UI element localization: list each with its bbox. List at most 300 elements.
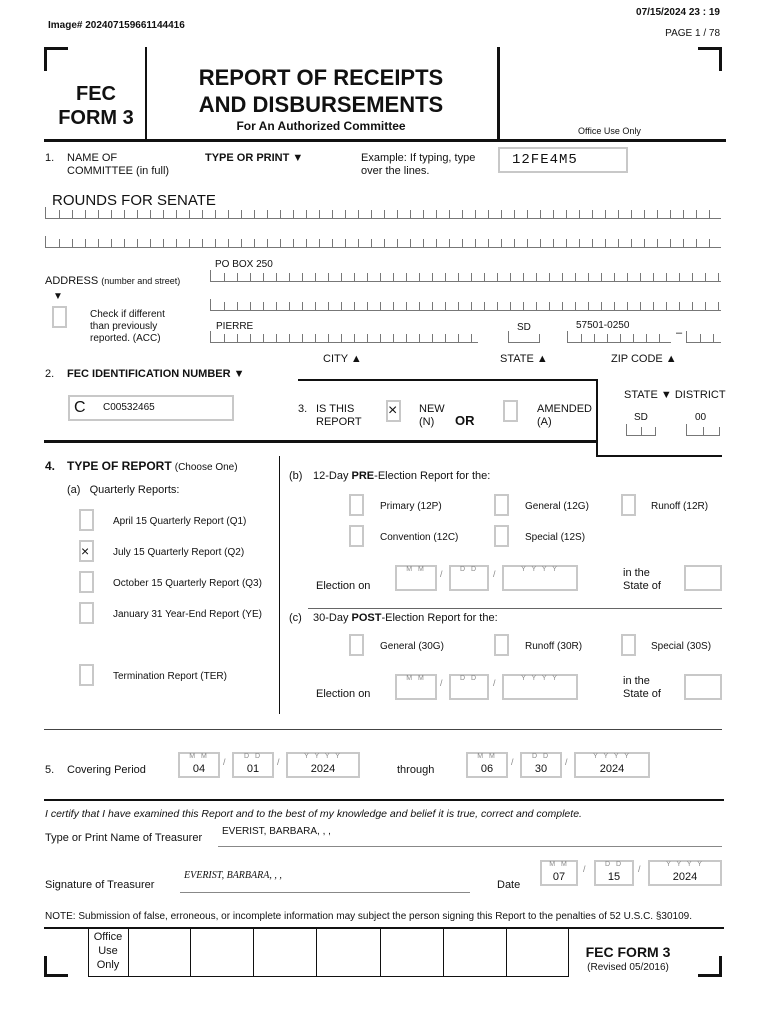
page-number: PAGE 1 / 78	[665, 28, 720, 39]
city-value: PIERRE	[216, 321, 254, 332]
fec-line1: FEC	[76, 83, 116, 105]
district-field[interactable]	[686, 424, 720, 436]
comb-tick	[627, 302, 628, 310]
comb-tick	[436, 210, 437, 218]
comb-tick	[280, 210, 281, 218]
comb-tick	[293, 210, 294, 218]
corner-mark	[44, 974, 68, 977]
state-of-label	[623, 675, 661, 701]
comb-tick	[566, 239, 567, 247]
title-line2: AND DISBURSEMENTS	[198, 92, 444, 117]
comb-tick	[696, 239, 697, 247]
comb-tick	[237, 302, 238, 310]
comb-tick	[709, 239, 710, 247]
section-rule	[44, 440, 598, 443]
date-slash: /	[565, 757, 568, 767]
placeholder: D D	[531, 753, 551, 760]
city-field[interactable]	[210, 331, 478, 343]
comb-tick	[709, 210, 710, 218]
comb-tick	[276, 273, 277, 281]
primary-12p-label: Primary (12P)	[380, 501, 442, 512]
comb-tick	[289, 334, 290, 342]
general-12g-checkbox[interactable]	[494, 494, 509, 516]
state-district-label: STATE ▼ DISTRICT	[624, 389, 726, 401]
primary-12p-checkbox[interactable]	[349, 494, 364, 516]
comb-tick	[263, 273, 264, 281]
comb-tick	[163, 210, 164, 218]
general-30g-checkbox[interactable]	[349, 634, 364, 656]
comb-tick	[315, 302, 316, 310]
comb-tick	[620, 334, 621, 342]
comb-tick	[237, 273, 238, 281]
comb-tick	[111, 210, 112, 218]
special-12s-checkbox[interactable]	[494, 525, 509, 547]
comb-tick	[514, 210, 515, 218]
comb-tick	[605, 239, 606, 247]
to-year[interactable]	[574, 752, 650, 778]
comb-tick	[659, 334, 660, 342]
post-election-state[interactable]	[684, 674, 722, 700]
comb-tick	[679, 273, 680, 281]
comb-tick	[72, 239, 73, 247]
post-post-text: -Election Report for the:	[381, 612, 498, 624]
comb-tick	[501, 210, 502, 218]
to-month[interactable]	[466, 752, 508, 778]
signature-field[interactable]	[180, 892, 470, 893]
to-day[interactable]	[520, 752, 562, 778]
comb-tick	[705, 302, 706, 310]
pre-election-month[interactable]	[395, 565, 437, 591]
zip-field[interactable]	[567, 331, 671, 343]
comb-tick	[484, 273, 485, 281]
comb-tick	[345, 239, 346, 247]
comb-tick	[475, 239, 476, 247]
comb-tick	[345, 210, 346, 218]
address-field[interactable]	[210, 270, 721, 282]
example-line: over the lines.	[361, 165, 430, 177]
special-12s-label: Special (12S)	[525, 532, 586, 543]
comb-tick	[328, 334, 329, 342]
section-rule	[44, 729, 722, 730]
comb-tick	[549, 302, 550, 310]
comb-tick	[614, 302, 615, 310]
amended-checkbox[interactable]	[503, 400, 518, 422]
placeholder: Y Y Y Y	[521, 566, 559, 573]
comb-tick	[449, 239, 450, 247]
comb-tick	[419, 334, 420, 342]
convention-12c-checkbox[interactable]	[349, 525, 364, 547]
comb-tick	[594, 334, 595, 342]
comb-tick	[163, 239, 164, 247]
comb-tick	[562, 302, 563, 310]
comb-tick	[228, 239, 229, 247]
divider	[145, 47, 147, 139]
footer-form-name: FEC FORM 3	[585, 944, 671, 960]
comb-tick	[497, 273, 498, 281]
signed-day-value: 15	[607, 871, 621, 883]
treasurer-name-field[interactable]	[218, 846, 722, 847]
comb-tick	[354, 273, 355, 281]
address-sub-label: (number and street)	[101, 276, 181, 286]
comb-tick	[475, 210, 476, 218]
comb-tick	[302, 302, 303, 310]
comb-tick	[445, 334, 446, 342]
date-label: Date	[497, 879, 521, 891]
comb-tick	[302, 273, 303, 281]
section2-number: 2.	[45, 368, 55, 380]
comb-tick	[189, 210, 190, 218]
comb-tick	[575, 302, 576, 310]
grid-line	[128, 929, 129, 977]
fec-id-prefix: C	[74, 399, 86, 416]
comb-tick	[289, 302, 290, 310]
comb-tick	[124, 239, 125, 247]
label-line: AMENDED	[537, 403, 593, 415]
q2-label: July 15 Quarterly Report (Q2)	[113, 547, 245, 558]
pre-bold: PRE	[351, 470, 375, 482]
comb-tick	[605, 210, 606, 218]
check-line: than previously	[90, 321, 158, 332]
comb-tick	[224, 334, 225, 342]
comb-tick	[215, 239, 216, 247]
runoff-30r-label: Runoff (30R)	[525, 641, 583, 652]
section1-number: 1.	[45, 152, 55, 164]
comb-tick	[319, 239, 320, 247]
comb-tick	[718, 273, 719, 281]
state-code-field[interactable]	[626, 424, 656, 436]
comb-tick	[332, 210, 333, 218]
comb-tick	[315, 334, 316, 342]
q1-label: April 15 Quarterly Report (Q1)	[113, 516, 247, 527]
comb-tick	[640, 302, 641, 310]
corner-mark	[44, 47, 68, 50]
placeholder: Y Y Y Y	[521, 675, 559, 682]
grid-line	[88, 929, 89, 977]
pre-text: 12-Day	[313, 470, 352, 482]
comb-tick	[523, 273, 524, 281]
post-election-day[interactable]	[449, 674, 489, 700]
address-field-2[interactable]	[210, 299, 721, 311]
committee-name-field-2[interactable]	[45, 236, 721, 248]
comb-tick	[358, 239, 359, 247]
comb-tick	[410, 239, 411, 247]
office-use-label: Office Use Only	[578, 126, 641, 136]
date-slash: /	[277, 757, 280, 767]
comb-tick	[341, 334, 342, 342]
comb-tick	[397, 239, 398, 247]
q3-checkbox[interactable]	[79, 571, 94, 593]
runoff-12r-checkbox[interactable]	[621, 494, 636, 516]
treasurer-name-value: EVERIST, BARBARA, , ,	[222, 826, 331, 837]
comb-tick	[696, 210, 697, 218]
ye-checkbox[interactable]	[79, 602, 94, 624]
comb-tick	[276, 302, 277, 310]
type-of-report-title	[67, 459, 238, 473]
special-30s-label: Special (30S)	[651, 641, 712, 652]
comb-tick	[241, 210, 242, 218]
placeholder: M M	[189, 753, 209, 760]
comb-tick	[393, 302, 394, 310]
section5-number: 5.	[45, 764, 55, 776]
a-title: Quarterly Reports:	[89, 484, 180, 496]
from-year-value: 2024	[310, 763, 336, 775]
zip-dash: –	[676, 327, 683, 339]
comb-tick	[592, 239, 593, 247]
comb-tick	[293, 239, 294, 247]
comb-tick	[601, 273, 602, 281]
comb-tick	[72, 210, 73, 218]
corner-mark	[719, 47, 722, 71]
pre-election-year[interactable]	[502, 565, 578, 591]
pre-election-title	[313, 470, 490, 482]
check-line: Check if different	[90, 309, 165, 320]
office-line: Office	[93, 931, 123, 943]
post-election-month[interactable]	[395, 674, 437, 700]
signature-label: Signature of Treasurer	[45, 879, 155, 891]
state-of-label	[623, 567, 661, 593]
comb-tick	[631, 210, 632, 218]
address-label	[45, 275, 180, 287]
to-year-value: 2024	[599, 763, 625, 775]
comb-tick	[449, 210, 450, 218]
date-slash: /	[440, 569, 443, 579]
label-line: (A)	[537, 416, 552, 428]
comb-tick	[202, 239, 203, 247]
ye-label: January 31 Year-End Report (YE)	[113, 609, 262, 620]
label-line: REPORT	[316, 416, 362, 428]
signed-month-value: 07	[552, 871, 566, 883]
address-change-label	[90, 309, 165, 345]
comb-tick	[250, 302, 251, 310]
choose-text: (Choose One)	[174, 462, 238, 473]
comb-tick	[85, 239, 86, 247]
comb-tick	[215, 210, 216, 218]
label-line: IS THIS	[316, 403, 355, 415]
comb-tick	[579, 210, 580, 218]
comb-tick	[341, 273, 342, 281]
comb-tick	[670, 239, 671, 247]
timestamp: 07/15/2024 23 : 19	[636, 7, 720, 18]
committee-name-field[interactable]	[45, 207, 721, 219]
q1-checkbox[interactable]	[79, 509, 94, 531]
placeholder: D D	[459, 675, 479, 682]
title-line1: REPORT OF RECEIPTS	[198, 65, 444, 90]
from-day-value: 01	[246, 763, 260, 775]
signed-year[interactable]	[648, 860, 722, 886]
office-use-only-footer	[88, 930, 128, 972]
section-rule	[44, 799, 724, 801]
office-line: Use	[98, 945, 118, 957]
comb-tick	[588, 302, 589, 310]
comb-tick	[458, 273, 459, 281]
comb-tick	[445, 302, 446, 310]
comb-tick	[432, 273, 433, 281]
post-text: 30-Day	[313, 612, 352, 624]
pre-election-day[interactable]	[449, 565, 489, 591]
from-year[interactable]	[286, 752, 360, 778]
section-rule	[44, 139, 726, 142]
comb-tick	[713, 334, 714, 342]
penalty-note: NOTE: Submission of false, erroneous, or incomplete information may subject the person signing this Report to the penalties of 52 U.S.C. §30109.	[45, 911, 693, 922]
divider	[596, 379, 598, 457]
comb-tick	[462, 239, 463, 247]
comb-tick	[380, 302, 381, 310]
ter-checkbox[interactable]	[79, 664, 94, 686]
is-this-report-label	[316, 403, 362, 429]
label-line: State of	[623, 688, 661, 700]
comb-tick	[562, 273, 563, 281]
corner-mark	[698, 974, 722, 977]
title-text: TYPE OF REPORT	[67, 459, 172, 473]
comb-tick	[553, 239, 554, 247]
comb-tick	[202, 210, 203, 218]
corner-mark	[44, 47, 47, 71]
comb-tick	[540, 239, 541, 247]
comb-tick	[358, 210, 359, 218]
comb-tick	[488, 210, 489, 218]
placeholder: Y Y Y Y	[666, 861, 704, 868]
date-slash: /	[440, 678, 443, 688]
comb-tick	[683, 210, 684, 218]
post-election-year[interactable]	[502, 674, 578, 700]
check-mark: ×	[81, 543, 90, 559]
comb-tick	[471, 334, 472, 342]
address-value: PO BOX 250	[215, 259, 273, 270]
comb-tick	[280, 239, 281, 247]
zip-ext-field[interactable]	[686, 331, 721, 343]
fec-id-label: FEC IDENTIFICATION NUMBER ▼	[67, 368, 245, 380]
comb-tick	[510, 302, 511, 310]
treasurer-name-label: Type or Print Name of Treasurer	[45, 832, 203, 844]
comb-tick	[328, 302, 329, 310]
date-slash: /	[493, 569, 496, 579]
comb-tick	[176, 239, 177, 247]
comb-tick	[618, 210, 619, 218]
placeholder: D D	[604, 861, 624, 868]
comb-tick	[263, 334, 264, 342]
zip-label: ZIP CODE ▲	[611, 353, 677, 365]
comb-tick	[254, 210, 255, 218]
label-line: State of	[623, 580, 661, 592]
q2-checkbox[interactable]	[79, 540, 94, 562]
comb-tick	[341, 302, 342, 310]
comb-tick	[406, 302, 407, 310]
signed-month[interactable]	[540, 860, 578, 886]
comb-tick	[592, 210, 593, 218]
comb-tick	[536, 273, 537, 281]
quarterly-label	[67, 484, 180, 496]
comb-tick	[393, 334, 394, 342]
comb-tick	[566, 210, 567, 218]
comb-tick	[306, 239, 307, 247]
fec-label	[48, 82, 144, 130]
signed-year-value: 2024	[672, 871, 698, 883]
special-30s-checkbox[interactable]	[621, 634, 636, 656]
comb-tick	[419, 273, 420, 281]
comb-tick	[523, 302, 524, 310]
example-box	[498, 147, 628, 173]
comb-tick	[540, 210, 541, 218]
new-report-checkbox[interactable]	[386, 400, 401, 422]
comb-tick	[367, 334, 368, 342]
comb-tick	[432, 302, 433, 310]
comb-tick	[59, 210, 60, 218]
post-election-title	[313, 612, 498, 624]
comb-tick	[267, 210, 268, 218]
down-arrow-icon: ▼	[53, 291, 63, 302]
or-label: OR	[455, 413, 475, 428]
c-label: (c)	[289, 612, 302, 624]
comb-tick	[462, 210, 463, 218]
comb-tick	[692, 302, 693, 310]
comb-tick	[406, 273, 407, 281]
label-line: in the	[623, 567, 650, 579]
state-label: STATE ▲	[500, 353, 548, 365]
general-12g-label: General (12G)	[525, 501, 589, 512]
placeholder: M M	[406, 675, 426, 682]
runoff-30r-checkbox[interactable]	[494, 634, 509, 656]
comb-tick	[254, 239, 255, 247]
pre-election-state[interactable]	[684, 565, 722, 591]
post-bold: POST	[351, 612, 382, 624]
from-day[interactable]	[232, 752, 274, 778]
comb-tick	[657, 210, 658, 218]
grid-line	[316, 929, 317, 977]
comb-tick	[367, 302, 368, 310]
comb-tick	[607, 334, 608, 342]
comb-tick	[332, 239, 333, 247]
grid-line	[190, 929, 191, 977]
comb-tick	[237, 334, 238, 342]
address-label-text: ADDRESS	[45, 275, 99, 287]
comb-tick	[553, 210, 554, 218]
new-label	[419, 403, 445, 429]
covering-period-label: Covering Period	[67, 764, 146, 776]
label-line: NAME OF	[67, 152, 118, 164]
comb-tick	[527, 239, 528, 247]
comb-tick	[98, 239, 99, 247]
certification-statement: I certify that I have examined this Report and to the best of my knowledge and belief it is true, correct and complete.	[45, 808, 582, 820]
comb-tick	[250, 273, 251, 281]
comb-tick	[653, 302, 654, 310]
state-field[interactable]	[508, 331, 540, 343]
from-month[interactable]	[178, 752, 220, 778]
comb-tick	[601, 302, 602, 310]
comb-tick	[85, 210, 86, 218]
comb-tick	[501, 239, 502, 247]
fec-id-box[interactable]	[68, 395, 234, 421]
comb-tick	[497, 302, 498, 310]
label-line: (N)	[419, 416, 435, 428]
check-mark: ×	[388, 402, 398, 419]
to-month-value: 06	[480, 763, 494, 775]
comb-tick	[484, 302, 485, 310]
comb-tick	[98, 210, 99, 218]
comb-tick	[488, 239, 489, 247]
date-slash: /	[583, 864, 586, 874]
comb-tick	[633, 334, 634, 342]
address-change-checkbox[interactable]	[52, 306, 67, 328]
comb-tick	[315, 273, 316, 281]
a-label: (a)	[67, 484, 81, 496]
signed-day[interactable]	[594, 860, 634, 886]
comb-tick	[458, 334, 459, 342]
through-label: through	[397, 764, 435, 776]
comb-tick	[445, 273, 446, 281]
comb-tick	[618, 239, 619, 247]
comb-tick	[380, 334, 381, 342]
placeholder: D D	[243, 753, 263, 760]
